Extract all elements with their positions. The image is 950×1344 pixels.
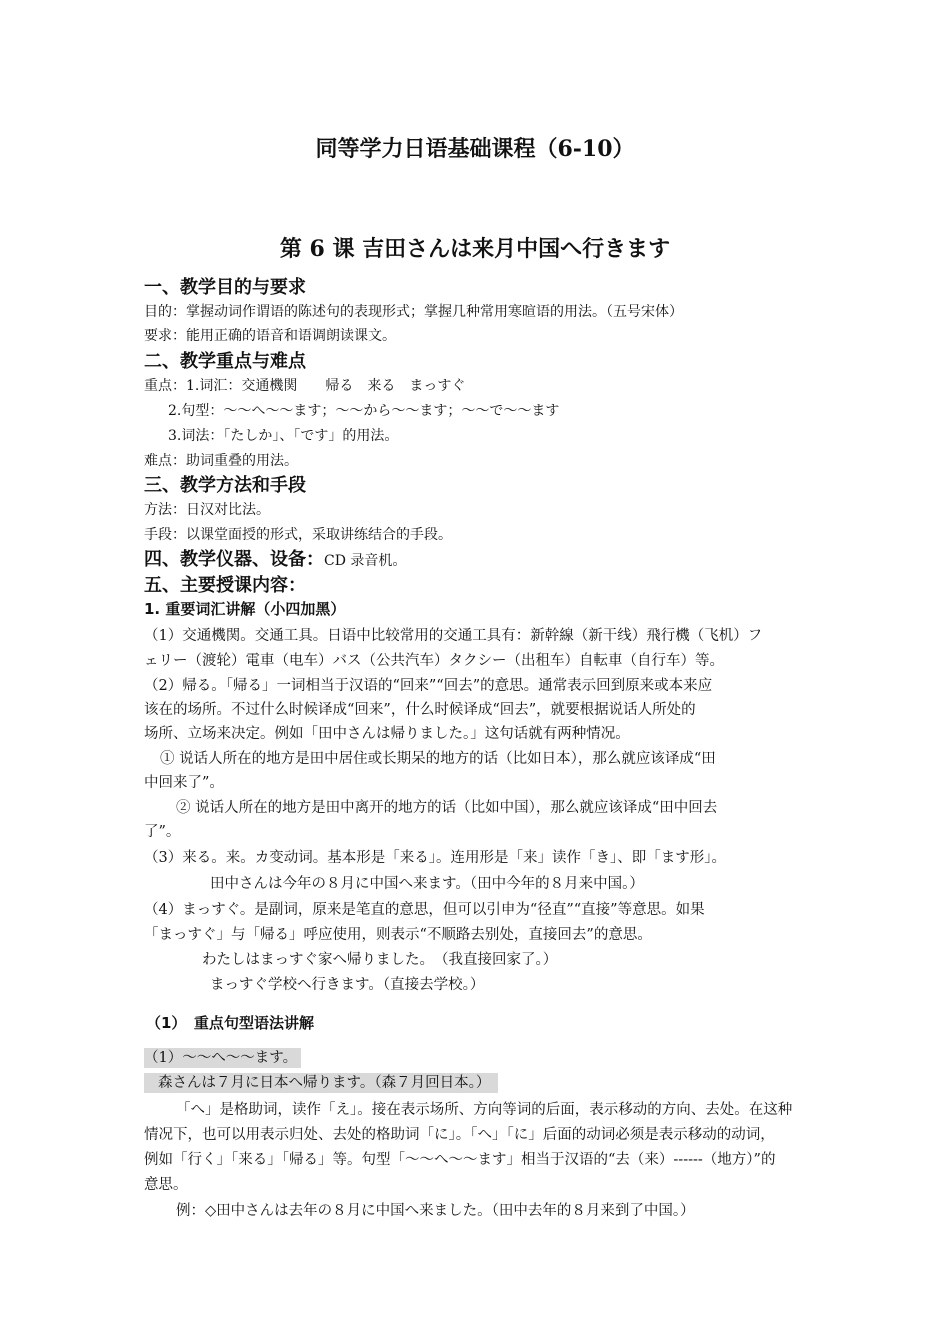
objective-text: 目的：掌握动词作谓语的陈述句的表现形式；掌握几种常用寒暄语的用法。（五号宋体） [144,304,683,320]
subheading-vocabulary: 1. 重要词汇讲解（小四加黑） [144,600,346,618]
vocab-2-case-2-line-1: ② 说话人所在的地方是田中离开的地方的话（比如中国），那么就应该译成“田中回去 [176,800,718,816]
section-heading-objectives: 一、教学目的与要求 [144,277,306,298]
lesson-title: 第 6 课 吉田さんは来月中国へ行きます [279,236,671,262]
vocab-4-example-2: まっすぐ学校へ行きます。（直接去学校。） [210,977,485,993]
vocab-4-line-1: （4）まっすぐ。是副词，原来是笔直的意思，但可以引申为“径直”“直接”等意思。如果 [144,902,705,918]
pattern-1-explanation-line-4: 意思。 [144,1177,188,1193]
equipment-heading-label: 四、教学仪器、设备： [144,549,324,570]
key-point-sentence-patterns: 2.句型：～～へ～～ます；～～から～～ます；～～で～～ます [168,403,560,419]
vocab-3-example: 田中さんは今年の８月に中国へ来ます。（田中今年的８月来中国。） [210,876,644,892]
vocab-4-example-1: わたしはまっすぐ家へ帰りました。 （我直接回家了。） [202,952,558,968]
requirement-text: 要求：能用正确的语音和语调朗读课文。 [144,328,396,344]
pattern-1-explanation-line-1: 「へ」是格助词，读作「え」。接在表示场所、方向等词的后面，表示移动的方向、去处。在这种 [176,1102,793,1118]
vocab-2-case-1-line-2: 中回来了”。 [144,775,224,791]
equipment-value: CD 录音机。 [324,553,407,569]
difficult-point-text: 难点：助词重叠的用法。 [144,453,298,469]
pattern-1-explanation-line-2: 情况下，也可以用表示归处、去处的格助词「に」。「へ」「に」后面的动词必须是表示移动的动词， [144,1127,775,1143]
pattern-1-example: 森さんは７月に日本へ帰ります。（森７月回日本。） [144,1073,498,1093]
vocab-2-case-1-line-1: ① 说话人所在的地方是田中居住或长期呆的地方的话（比如日本），那么就应该译成“田 [160,751,716,767]
document-title: 同等学力日语基础课程（6-10） [315,136,635,162]
means-text: 手段：以课堂面授的形式，采取讲练结合的手段。 [144,527,452,543]
vocab-2-line-2: 该在的场所。不过什么时候译成“回来”，什么时候译成“回去”，就要根据说话人所处的 [144,702,696,718]
section-heading-equipment [144,548,406,573]
vocab-1-line-1: （1）交通機関。交通工具。日语中比较常用的交通工具有：新幹線（新干线）飛行機（飞机）フ [144,628,763,644]
vocab-1-line-2: ェリー（渡轮）電車（电车）バス（公共汽车）タクシー（出租车）自転車（自行车）等。 [144,653,724,669]
vocab-2-line-1: （2）帰る。「帰る」一词相当于汉语的“回来”“回去”的意思。通常表示回到原来或本来应 [144,678,713,694]
section-heading-main-content: 五、主要授课内容： [144,575,306,596]
vocab-2-case-2-line-2: 了”。 [144,824,181,840]
vocab-4-line-2: 「まっすぐ」与「帰る」呼应使用，则表示“不顺路去别处，直接回去”的意思。 [144,927,652,943]
vocab-3-line-1: （3）来る。来。カ变动词。基本形是「来る」。连用形是「来」读作「き」、即「ます形」。 [144,850,726,866]
subheading-sentence-patterns: （1） 重点句型语法讲解 [146,1014,314,1032]
pattern-1-explanation-line-3: 例如「行く」「来る」「帰る」等。句型「～～へ～～ます」相当于汉语的“去（来）------（地方）”的 [144,1152,776,1168]
pattern-1-title: （1）～～へ～～ます。 [144,1048,301,1068]
pattern-1-example-sentence: 例：◇田中さんは去年の８月に中国へ来ました。（田中去年的８月来到了中国。） [176,1203,695,1219]
method-text: 方法：日汉对比法。 [144,502,270,518]
vocab-2-line-3: 场所、立场来决定。例如「田中さんは帰りました。」这句话就有两种情况。 [144,726,630,742]
section-heading-methods: 三、教学方法和手段 [144,475,306,496]
section-heading-key-points: 二、教学重点与难点 [144,351,306,372]
key-point-vocabulary: 重点：1.词汇：交通機関 帰る 来る まっすぐ [144,378,466,394]
key-point-grammar: 3.词法：「たしか」、「です」的用法。 [168,428,399,444]
